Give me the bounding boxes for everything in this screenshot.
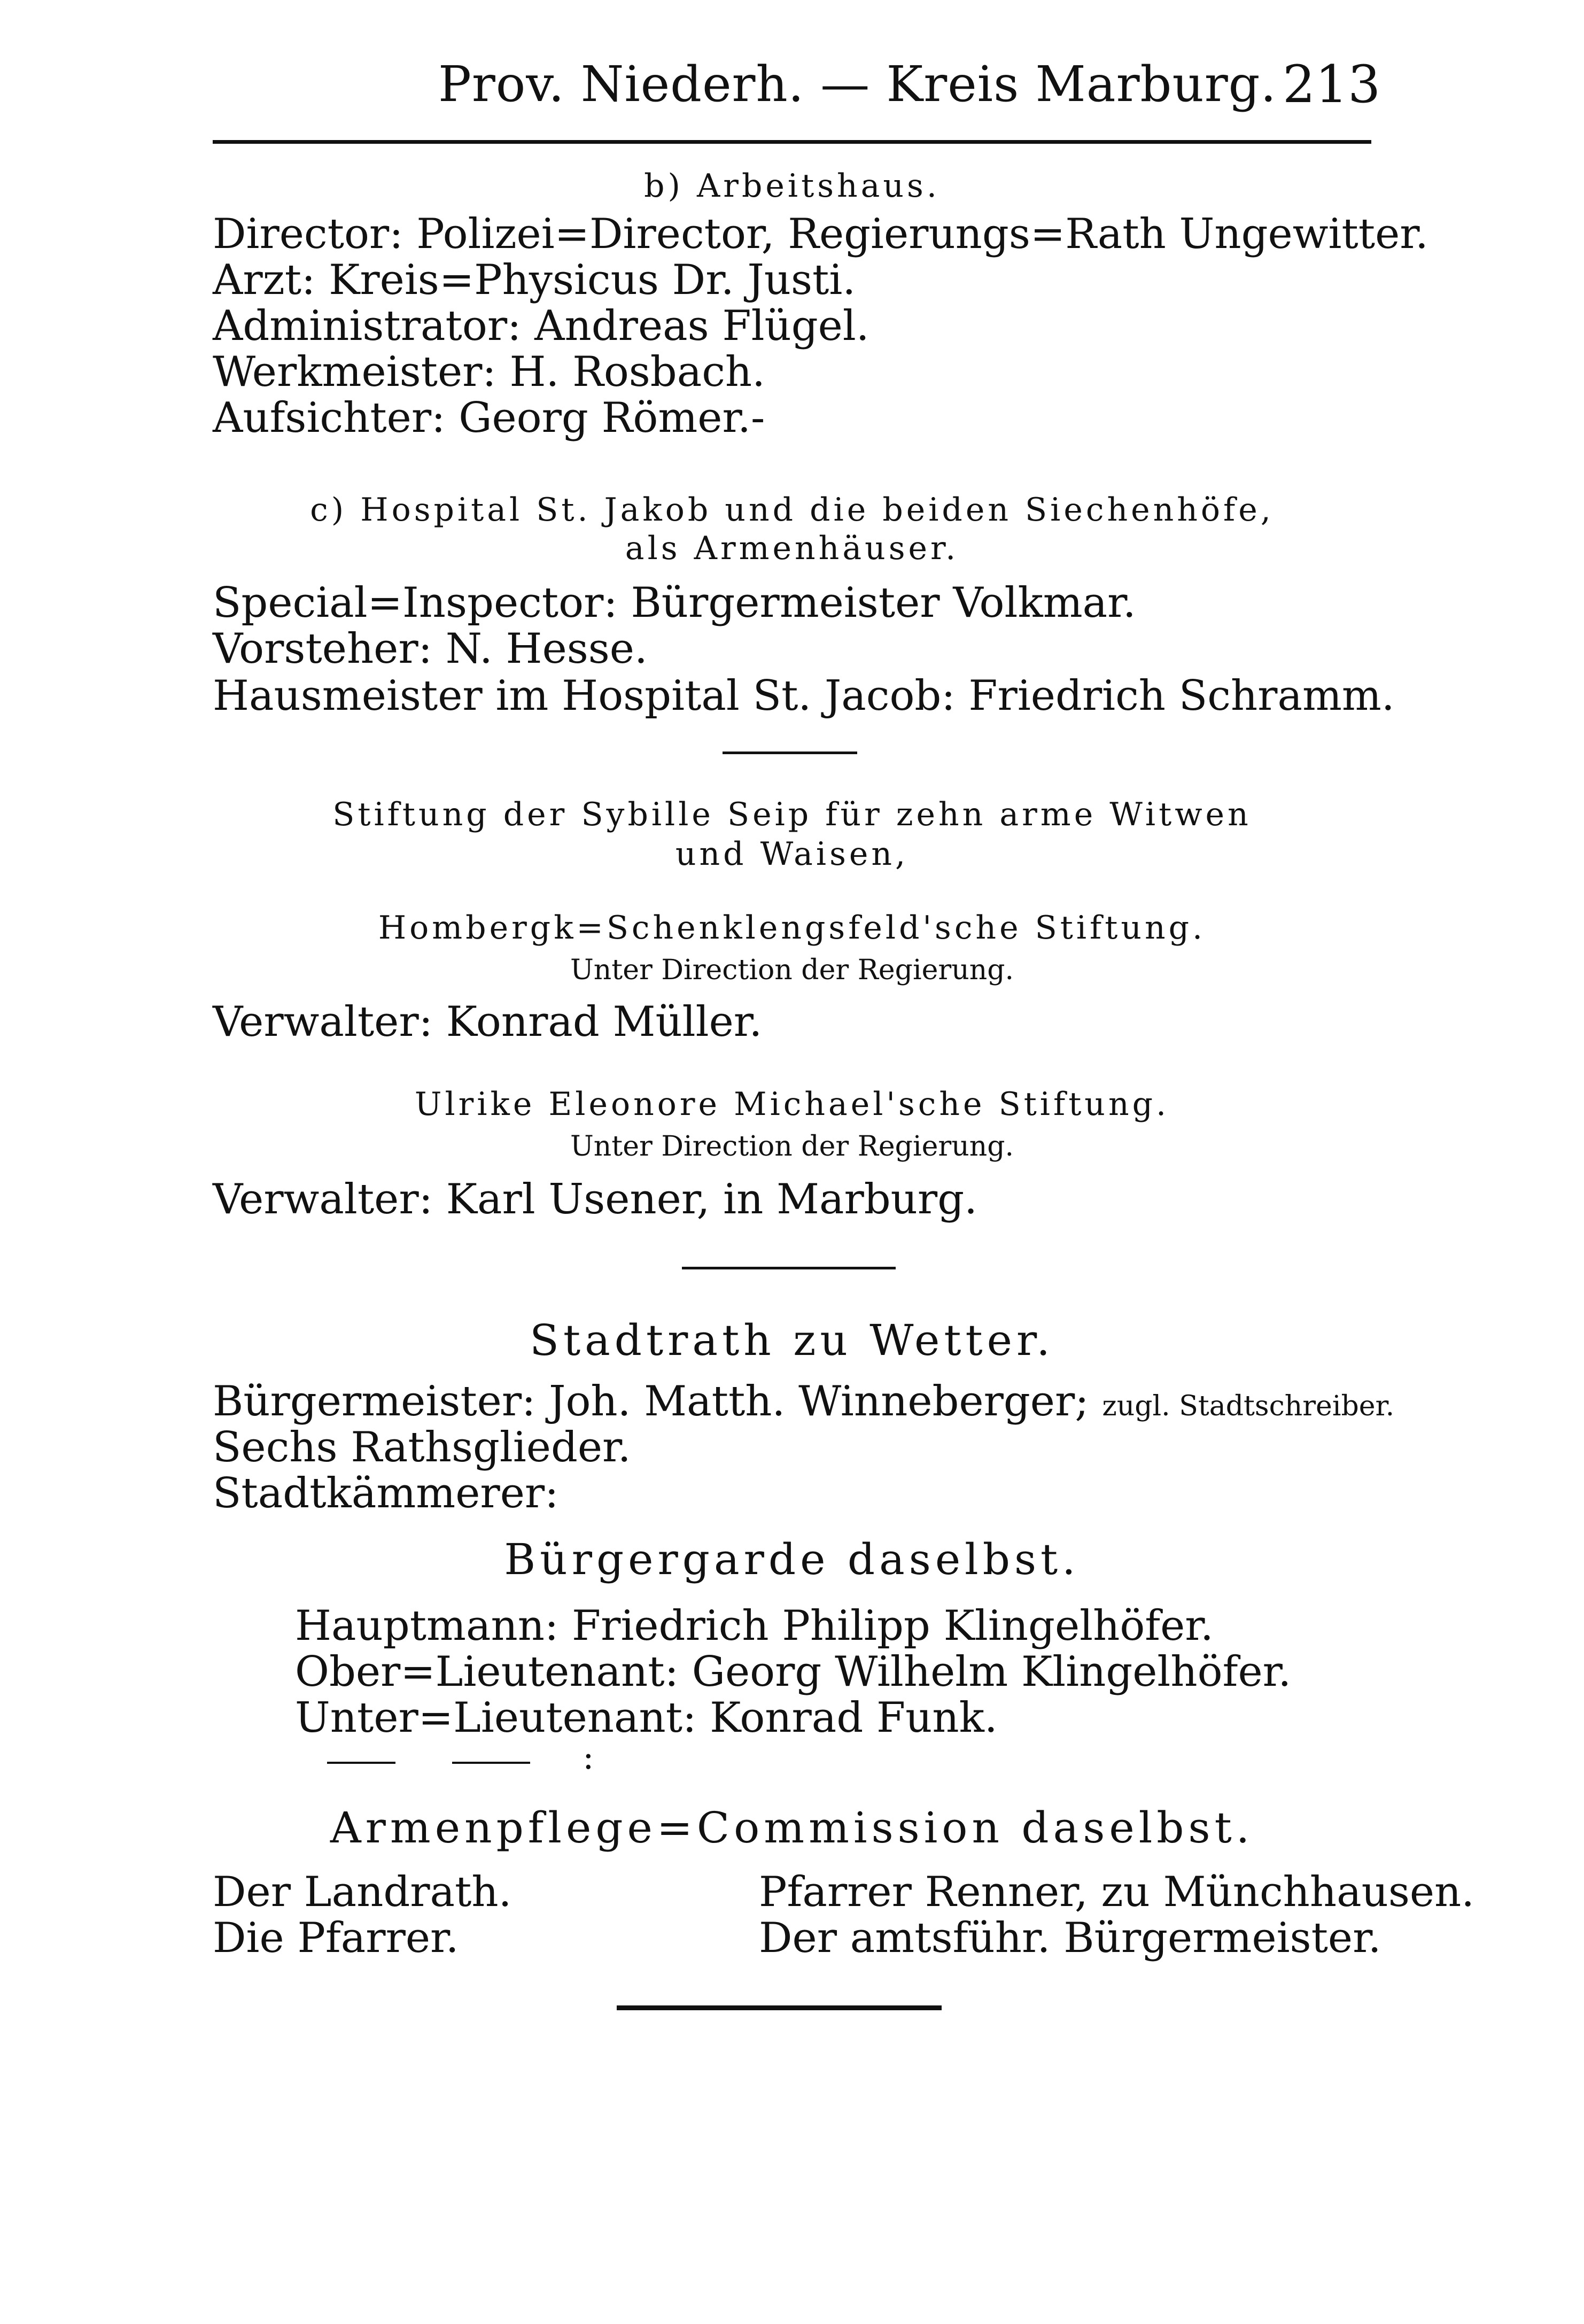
entry-arzt: Arzt: Kreis=Physicus Dr. Justi. — [213, 256, 856, 304]
armenpflege-left-2: Die Pfarrer. — [213, 1914, 459, 1962]
section-title-buergergarde: Bürgergarde daselbst. — [504, 1535, 1080, 1584]
running-header-title: Prov. Niederh. — Kreis Marburg. — [438, 56, 1277, 113]
stiftung-seip-line1: Stiftung der Sybille Seip für zehn arme Witwen — [332, 796, 1252, 833]
stiftung-michael-title: Ulrike Eleonore Michael'sche Stiftung. — [414, 1086, 1170, 1123]
entry-unter-lieutenant: Unter=Lieutenant: Konrad Funk. — [295, 1694, 998, 1742]
section-title-arbeitshaus: b) Arbeitshaus. — [644, 167, 940, 205]
header-rule — [213, 140, 1371, 144]
section-divider — [682, 1267, 896, 1269]
entry-director: Director: Polizei=Director, Regierungs=Rath Ungewitter. — [213, 210, 1428, 258]
entry-special-inspector: Special=Inspector: Bürgermeister Volkmar. — [213, 579, 1136, 627]
section-title-hospital-line1: c) Hospital St. Jakob und die beiden Siechenhöfe, — [310, 491, 1274, 529]
armenpflege-left-1: Der Landrath. — [213, 1868, 512, 1916]
section-divider — [723, 752, 857, 754]
stiftung-hombergk-verwalter: Verwalter: Konrad Müller. — [213, 998, 763, 1046]
entry-administrator: Administrator: Andreas Flügel. — [213, 302, 869, 350]
entry-buergermeister-note: zugl. Stadtschreiber. — [1102, 1390, 1395, 1422]
entry-hauptmann: Hauptmann: Friedrich Philipp Klingelhöfer. — [295, 1602, 1214, 1650]
entry-ober-lieutenant: Ober=Lieutenant: Georg Wilhelm Klingelhöfer. — [295, 1648, 1292, 1696]
dash-mark — [452, 1762, 530, 1764]
dash-colon: : — [583, 1738, 594, 1777]
entry-werkmeister: Werkmeister: H. Rosbach. — [213, 348, 765, 396]
entry-rathsglieder: Sechs Rathsglieder. — [213, 1423, 631, 1471]
stiftung-seip-line2: und Waisen, — [675, 835, 909, 873]
armenpflege-right-2: Der amtsführ. Bürgermeister. — [759, 1914, 1381, 1962]
section-title-armenpflege: Armenpflege=Commission daselbst. — [330, 1803, 1254, 1853]
entry-buergermeister-text: Bürgermeister: Joh. Matth. Winneberger; — [213, 1377, 1089, 1426]
entry-vorsteher: Vorsteher: N. Hesse. — [213, 625, 648, 673]
entry-hausmeister: Hausmeister im Hospital St. Jacob: Friedrich Schramm. — [213, 672, 1395, 720]
stiftung-hombergk-direction: Unter Direction der Regierung. — [570, 954, 1014, 986]
dash-mark — [327, 1762, 395, 1764]
entry-aufsichter: Aufsichter: Georg Römer.- — [213, 394, 765, 442]
entry-stadtkaemmerer: Stadtkämmerer: — [213, 1469, 559, 1517]
section-title-stadtrath: Stadtrath zu Wetter. — [530, 1315, 1054, 1365]
stiftung-hombergk-title: Hombergk=Schenklengsfeld'sche Stiftung. — [378, 909, 1206, 947]
page-number: 213 — [1283, 55, 1381, 114]
armenpflege-right-1: Pfarrer Renner, zu Münchhausen. — [759, 1868, 1475, 1916]
section-title-hospital-line2: als Armenhäuser. — [625, 530, 959, 567]
closing-rule — [617, 2005, 942, 2010]
stiftung-michael-direction: Unter Direction der Regierung. — [570, 1130, 1014, 1163]
stiftung-michael-verwalter: Verwalter: Karl Usener, in Marburg. — [213, 1175, 977, 1223]
entry-buergermeister — [213, 1377, 1394, 1427]
